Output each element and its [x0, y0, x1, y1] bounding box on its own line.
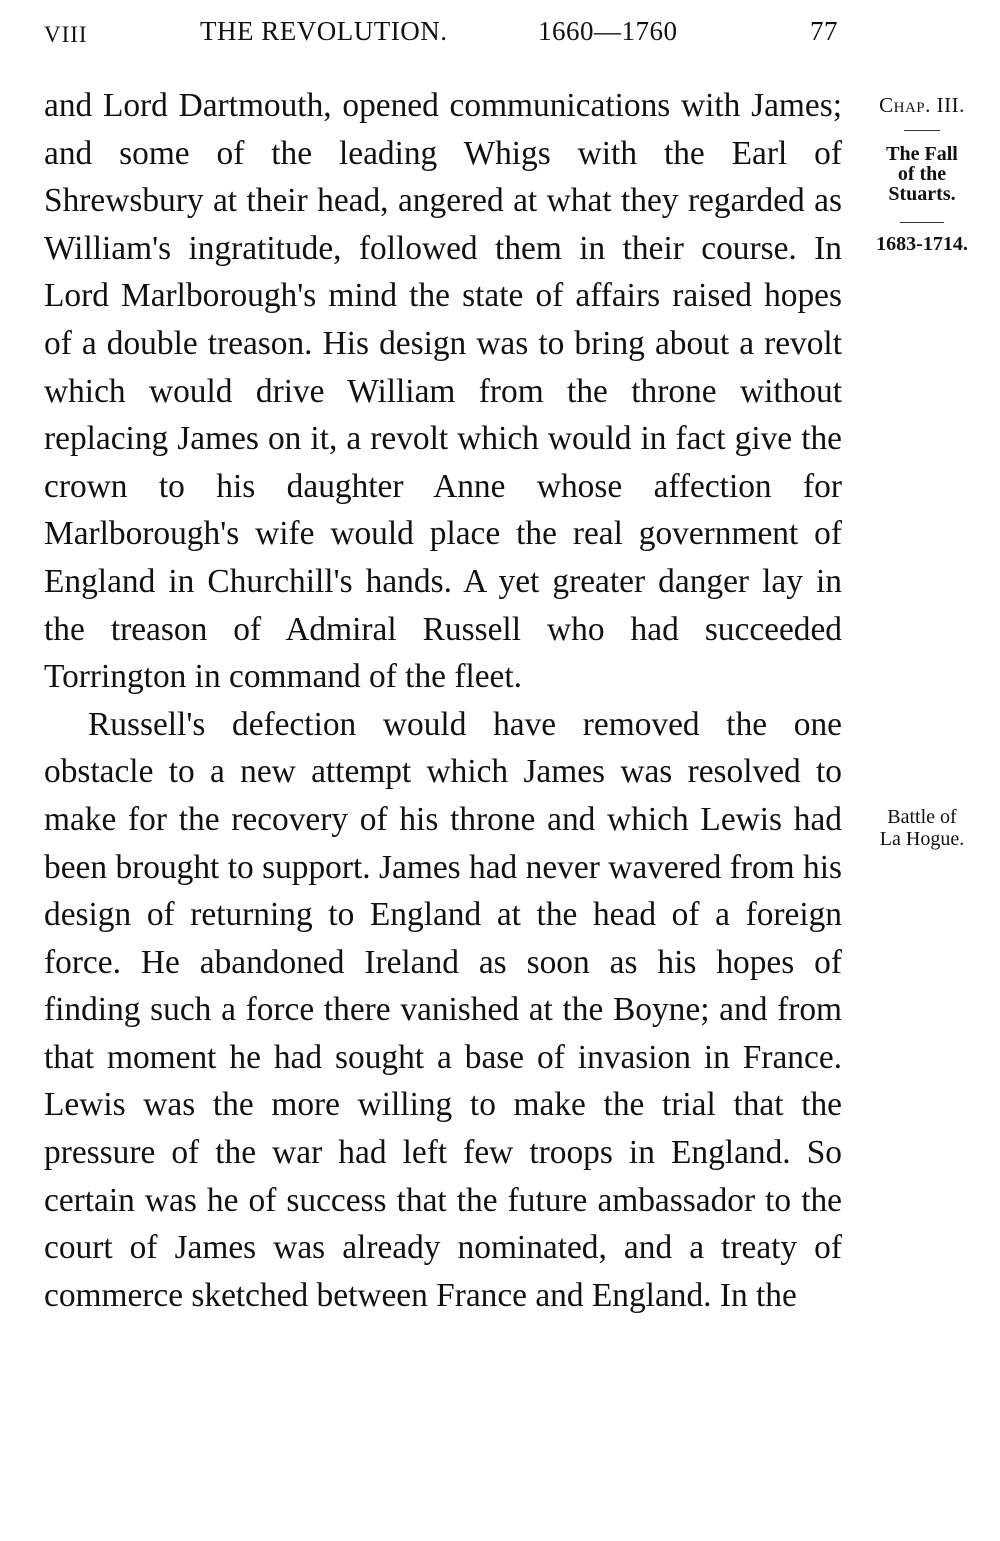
paragraph: Russell's defection would have removed the one obstacle to a new attempt which James was resolved to make for the recovery of his throne and which Lewis had been brought to support. James had never wavered from his design of returning to England at the head of a foreign force. He abandoned Ireland as soon as his hopes of finding such a force there vanished at the Boyne; and from that moment he had sought a base of invasion in France. Lewis was the more willing to make the trial that the pressure of the war had left few troops in England. So certain was he of success that the future ambassador to the court of James was already nominated, and a treaty of commerce sketched between France and England. In the	[44, 705, 842, 1314]
margin-note-section	[860, 144, 984, 204]
header-dates: 1660—1760	[538, 16, 678, 46]
margin-note-section-line: The Fall	[886, 143, 958, 165]
header-title: THE REVOLUTION.	[200, 16, 448, 46]
margin-note-topic-line: Battle of	[887, 806, 957, 828]
margin-note-topic-line: La Hogue.	[879, 828, 965, 850]
margin-note-years: 1683-1714.	[876, 233, 968, 255]
margin-rule	[900, 222, 944, 223]
paragraph: and Lord Dartmouth, opened communications with James; and some of the leading Whigs with the Earl of Shrewsbury at their head, angered at what they regarded as William's ingratitude, followed them in their course. In Lord Marlborough's mind the state of affairs raised hopes of a double treason. His design was to bring about a revolt which would drive William from the throne without replacing James on it, a revolt which would in fact give the crown to his daughter Anne whose affection for Marlborough's wife would place the real government of England in Churchill's hands. A yet greater danger lay in the treason of Admiral Russell who had succeeded Torrington in command of the fleet.	[44, 87, 842, 696]
header-chapter-number: VIII	[44, 22, 88, 47]
page-number: 77	[810, 16, 838, 46]
margin-note-section-line: Stuarts.	[888, 183, 956, 205]
margin-note-section-line: of the	[897, 163, 947, 185]
margin-note-chapter: Chap. III.	[879, 93, 965, 117]
margin-note-topic	[860, 806, 984, 850]
margin-rule	[904, 130, 940, 131]
body-text	[44, 82, 842, 1319]
running-header	[44, 10, 844, 50]
